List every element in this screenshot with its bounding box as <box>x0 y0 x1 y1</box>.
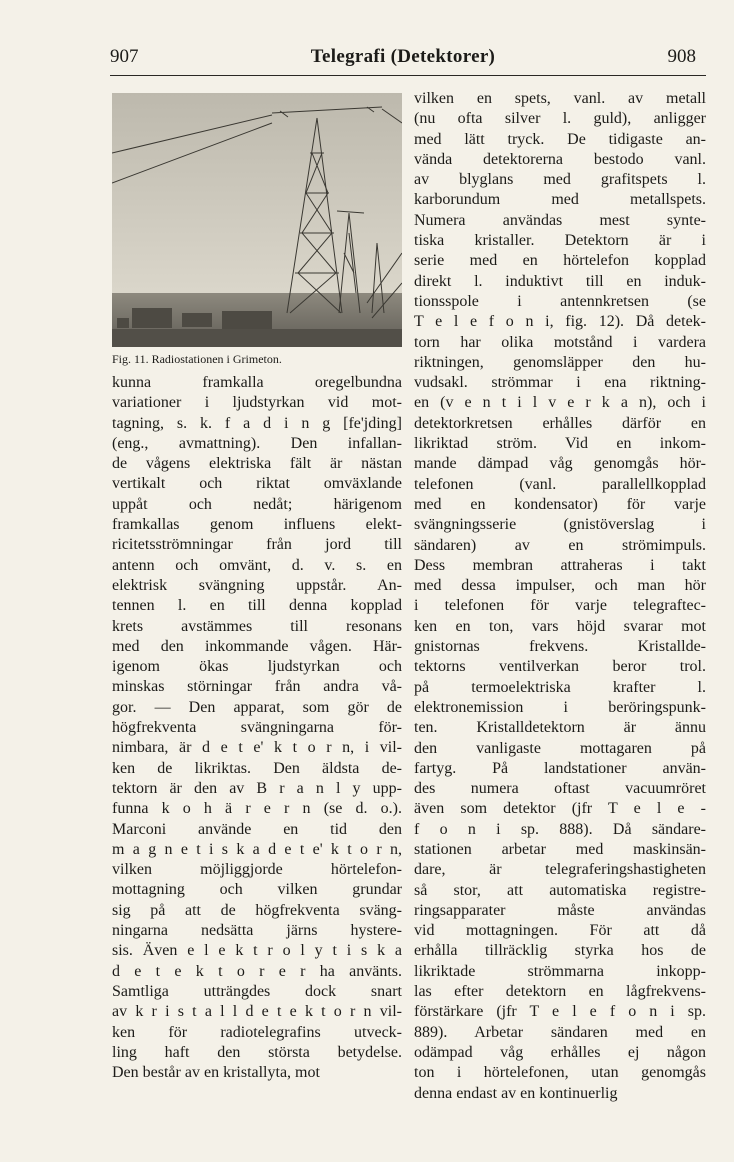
text-line: Numera användas mest synte- <box>414 211 706 229</box>
text-line: funna k o h ä r e r n (se d. o.). <box>112 800 402 818</box>
text-line: så stor, att automatiska registre- <box>414 881 706 899</box>
text-line: sis. Även e l e k t r o l y t i s k a <box>112 942 402 960</box>
text-line: framkallas genom influens elekt- <box>112 516 402 534</box>
text-line: kunna framkalla oregelbundna <box>112 374 402 391</box>
header-rule <box>110 75 706 76</box>
text-line: ling haft den största betydelse. <box>112 1043 402 1061</box>
text-line: odämpad våg erhålles ej någon <box>414 1043 706 1061</box>
text-line: m a g n e t i s k a d e t e' k t o r n, <box>112 840 402 858</box>
text-line: ton i hörtelefonen, utan genomgås <box>414 1064 706 1082</box>
text-line: Den består av en kristallyta, mot <box>112 1064 320 1082</box>
text-line: Samtliga utträngdes dock snart <box>112 982 402 1000</box>
text-line: mottagning och vilken grundar <box>112 881 402 899</box>
text-line: svängningsserie (gnistöverslag i <box>414 516 706 534</box>
text-line: variationer i ljudstyrkan vid mot- <box>112 394 402 412</box>
text-line: krets avstämmes till resonans <box>112 617 402 635</box>
text-line: tektorn är den av B r a n l y upp- <box>112 779 402 797</box>
text-line: ningarna nedsätta järns hystere- <box>112 922 402 940</box>
text-line: ken en ton, vars höjd svarar mot <box>414 617 706 635</box>
text-line: vertikalt och riktat omväxlande <box>112 475 402 493</box>
text-line: elektrisk svängning uppstår. An- <box>112 576 402 594</box>
photo-radio-station <box>112 93 402 347</box>
text-line: med en kondensator) för varje <box>414 495 706 513</box>
text-line: tektorns ventilverkan beror trol. <box>414 658 706 676</box>
text-line: även som detektor (jfr T e l e - <box>414 800 706 818</box>
text-line: i telefonen för varje telegraftec- <box>414 597 706 615</box>
text-line: stationen arbetar med maskinsän- <box>414 840 706 858</box>
text-line: av k r i s t a l l d e t e k t o r n vil- <box>112 1003 402 1021</box>
text-line: av blyglans med grafitspets l. <box>414 171 706 189</box>
text-line: torn har olika motstånd i vardera <box>414 333 706 351</box>
text-line: vudsakl. strömmar i ena riktning- <box>414 374 706 392</box>
text-line: ringsapparater måste användas <box>414 901 706 919</box>
page-number-left: 907 <box>110 46 139 67</box>
text-line: högfrekventa svängningarna för- <box>112 719 402 737</box>
text-line: karborundum med metallspets. <box>414 191 706 209</box>
text-line: erhålla tillräcklig styrka hos de <box>414 942 706 960</box>
text-line: minskas störningar från andra vå- <box>112 678 402 696</box>
text-line: las efter detektorn en lågfrekvens- <box>414 983 706 1001</box>
text-line: tiska kristaller. Detektorn är i <box>414 232 706 250</box>
text-line: Dess membran attraheras i takt <box>414 556 706 574</box>
text-line: nimbara, är d e t e' k t o r n, i vil- <box>112 739 402 757</box>
text-line: gnistornas frekvens. Kristallde- <box>414 638 706 656</box>
text-line: sig på att de högfrekventa sväng- <box>112 901 402 919</box>
text-line: (nu ofta silver l. guld), anligger <box>414 110 706 128</box>
text-line: igenom ökas ljudstyrkan och <box>112 658 402 676</box>
text-line: 889). Arbetar sändaren med en <box>414 1023 706 1041</box>
figure-caption: Fig. 11. Radiostationen i Grimeton. <box>112 352 282 366</box>
text-line: vända detektorerna bestodo vanl. <box>414 150 706 168</box>
text-line: tennen l. en till denna kopplad <box>112 597 402 615</box>
text-line: likriktade strömmarna inkopp- <box>414 962 706 980</box>
text-line: med dessa impulser, och man hör <box>414 577 706 595</box>
text-line: sändaren) av en strömimpuls. <box>414 536 706 554</box>
text-line: vilken möjliggjorde hörtelefon- <box>112 861 402 879</box>
text-line: ricitetsströmningar från jord till <box>112 536 402 554</box>
text-line: mande dämpad våg genomgås hör- <box>414 455 706 473</box>
text-line: förstärkare (jfr T e l e f o n i sp. <box>414 1003 706 1021</box>
right-column <box>414 89 706 1104</box>
text-line: antenn och omvänt, d. v. s. en <box>112 556 402 574</box>
text-line: vilken en spets, vanl. av metall <box>414 90 706 107</box>
text-line: des numera oftast vacuumröret <box>414 780 706 798</box>
text-line: tagning, s. k. f a d i n g [fe'jding] <box>112 414 402 432</box>
running-title: Telegrafi (Detektorer) <box>310 46 496 67</box>
text-line: med den inkommande vågen. Här- <box>112 637 402 655</box>
text-line: riktningen, genomsläpper den hu- <box>414 353 706 371</box>
text-line: direkt l. induktivt till en induk- <box>414 272 706 290</box>
text-line: telefonen (vanl. parallellkopplad <box>414 475 706 493</box>
text-line: serie med en hörtelefon kopplad <box>414 252 706 270</box>
text-line: ken de likriktas. Den äldsta de- <box>112 759 402 777</box>
text-line: dare, är telegraferingshastigheten <box>414 861 706 879</box>
text-line: detektorkretsen erhålles därför en <box>414 414 706 432</box>
text-line: ten. Kristalldetektorn är ännu <box>414 719 706 737</box>
text-line: elektronemission i beröringspunk- <box>414 698 706 716</box>
text-line: fartyg. På landstationer använ- <box>414 759 706 777</box>
text-line: likriktad ström. Vid en inkom- <box>414 435 706 453</box>
text-line: ken för radiotelegrafins utveck- <box>112 1023 402 1041</box>
page-number-right: 908 <box>667 46 696 67</box>
text-line: gor. — Den apparat, som gör de <box>112 698 402 716</box>
text-line: de vågens elektriska fält är nästan <box>112 455 402 473</box>
text-line: (eng., avmattning). Den infallan- <box>112 434 402 452</box>
text-line: T e l e f o n i, fig. 12). Då detek- <box>414 313 706 331</box>
text-line: d e t e k t o r e r ha använts. <box>112 962 402 980</box>
text-line: vid mottagningen. För att då <box>414 922 706 940</box>
text-line: den vanligaste mottagaren på <box>414 739 706 757</box>
text-line: f o n i sp. 888). Då sändare- <box>414 820 706 838</box>
text-line: med lätt tryck. De tidigaste an- <box>414 130 706 148</box>
text-line: en (v e n t i l v e r k a n), och i <box>414 394 706 412</box>
page-header <box>110 40 696 74</box>
text-line: denna endast av en kontinuerlig <box>414 1084 618 1102</box>
text-line: på termoelektriska krafter l. <box>414 678 706 696</box>
text-line: Marconi använde en tid den <box>112 820 402 838</box>
text-line: uppåt och nedåt; härigenom <box>112 495 402 513</box>
left-column <box>112 373 402 1083</box>
text-line: tionsspole i antennkretsen (se <box>414 292 706 310</box>
